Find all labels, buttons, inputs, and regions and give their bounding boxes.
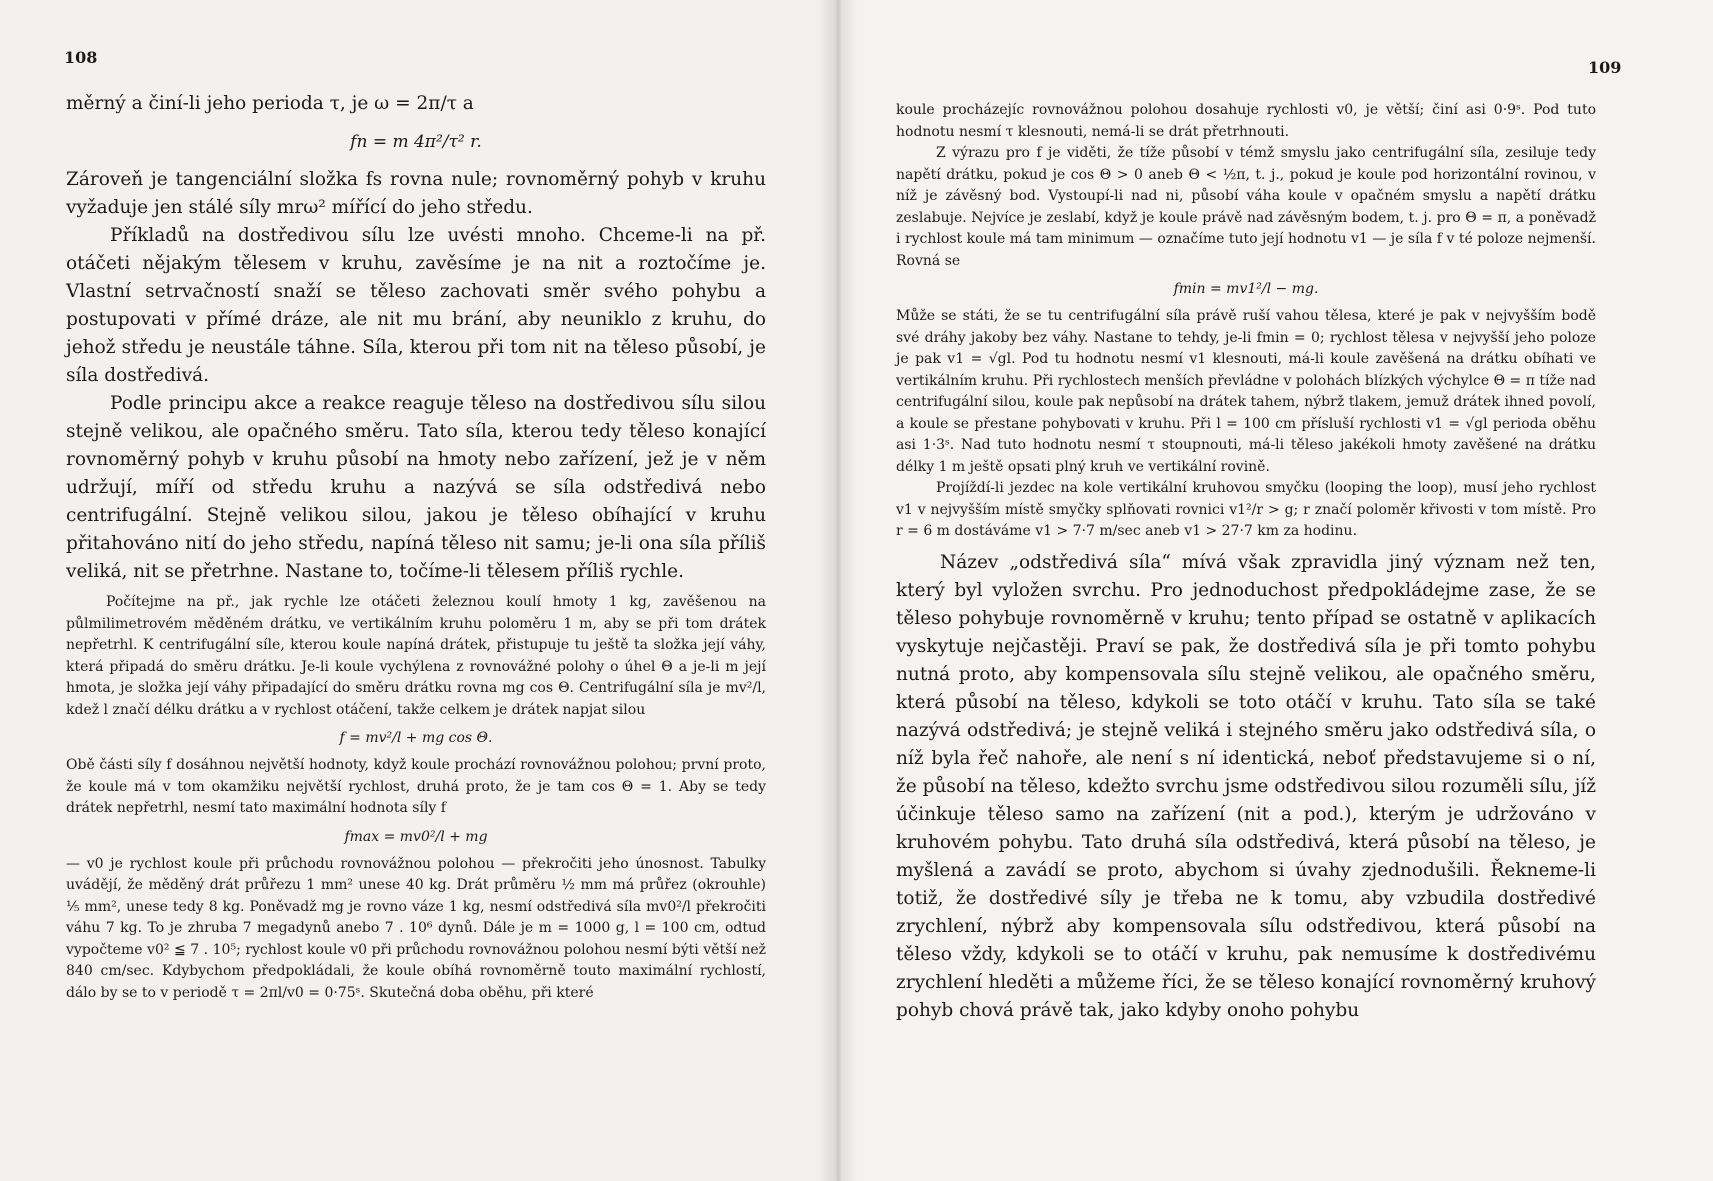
left-page	[0, 0, 838, 1181]
book-gutter	[818, 0, 858, 1181]
page-number-right: 109	[1588, 58, 1622, 77]
paragraph: měrný a činí-li jeho perioda τ, je ω = 2π/τ a	[66, 93, 474, 114]
equation: f = mv²/l + mg cos Θ.	[339, 730, 493, 746]
equation: fmin = mv1²/l − mg.	[1173, 281, 1319, 297]
equation: fmax = mv0²/l + mg	[344, 828, 488, 845]
small-paragraph: Počítejme na př., jak rychle lze otáčeti železnou koulí hmoty 1 kg, zavěšenou na půlmilimetrovém měděném drátku, ve vertikálním kruhu poloměru 1 m, aby se při tom drátek nepřetrhl. K centrifugální síle, kterou koule napíná drátek, přistupuje tu ještě ta složka její váhy, která připadá do směru drátku. Je-li koule vychýlena z rovnovážné polohy o úhel Θ a je-li m její hmota, je složka její váhy připadající do směru drátku rovna mg cos Θ. Centrifugální síla je mv²/l, kdež l značí délku drátku a v rychlost otáčení, takže celkem je drátek napjat silou	[66, 594, 766, 718]
page-number-left: 108	[64, 48, 98, 67]
paragraph: Podle principu akce a reakce reaguje těleso na dostředivou sílu silou stejně velikou, ale opačného směru. Tato síla, kterou tedy těleso konající rovnoměrný pohyb v kruhu působí na hmoty nebo zařízení, jež je v něm udržují, míří od středu kruhu a nazývá se síla odstředivá nebo centrifugální. Stejně velikou silou, jakou je těleso obíhající v kruhu přitahováno nití do jeho středu, napíná těleso nit samu; je-li ona síla příliš veliká, nit se přetrhne. Nastane to, točíme-li tělesem příliš rychle.	[66, 393, 766, 582]
small-paragraph: koule procházejíc rovnovážnou polohou dosahuje rychlosti v0, je větší; činí asi 0·9ˢ. Pod tuto hodnotu nesmí τ klesnouti, nemá-li se drát přetrhnouti.	[896, 102, 1596, 140]
small-paragraph: Může se státi, že se tu centrifugální síla právě ruší vahou tělesa, které je pak v nejvyšším bodě své dráhy jakoby bez váhy. Nastane to tehdy, je-li fmin = 0; rychlost tělesa v nejvyšší jeho poloze je pak v1 = √gl. Pod tu hodnotu nesmí v1 klesnouti, má-li koule zavěšená na drátku obíhati ve vertikálním kruhu. Při rychlostech menších převládne v polohách blízkých výchylce Θ = π tíže nad centrifugální silou, koule pak nepůsobí na drátek tahem, nýbrž tlakem, jemuž drátek ihned povolí, a koule se přestane pohybovati v kruhu. Při l = 100 cm přísluší rychlosti v1 = √gl perioda oběhu asi 1·3ˢ. Nad tuto hodnotu nesmí τ stoupnouti, má-li těleso jakékoli hmoty zavěšené na drátku délky 1 m ještě opsati plný kruh ve vertikální rovině.	[896, 308, 1596, 475]
paragraph: Příkladů na dostředivou sílu lze uvésti mnoho. Chceme-li na př. otáčeti nějakým tělesem v kruhu, zavěsíme je na nit a roztočíme je. Vlastní setrvačností snaží se těleso zachovati směr svého pohybu a postupovati v přímé dráze, ale nit mu brání, aby neuniklo z kruhu, do jehož středu je neustále táhne. Síla, kterou při tom nit na těleso působí, je síla dostředivá.	[66, 225, 766, 386]
right-page-text	[896, 100, 1596, 1025]
small-paragraph: Z výrazu pro f je viděti, že tíže působí v témž smyslu jako centrifugální síla, zesiluje tedy napětí drátku, pokud je cos Θ > 0 aneb Θ < ½π, t. j., pokud je koule pod horizontální rovinou, v níž je závěsný bod. Vystoupí-li nad ni, působí váha koule v opačném smyslu a napětí drátku zeslabuje. Nejvíce je zeslabí, když je koule právě nad závěsným bodem, t. j. pro Θ = π, a poněvadž i rychlost koule má tam minimum — označíme tuto její hodnotu v1 — je síla f v té poloze nejmenší. Rovná se	[896, 145, 1596, 269]
left-page-text	[66, 90, 766, 1004]
paragraph: Název „odstředivá síla“ mívá však zpravidla jiný význam než ten, který byl vyložen svrchu. Pro jednoduchost předpokládejme zase, že se těleso pohybuje rovnoměrně v kruhu; tento případ se ostatně v aplikacích vyskytuje nejčastěji. Praví se pak, že dostředivá síla je při tomto pohybu nutná proto, aby kompensovala sílu stejně velikou, ale opačného směru, která působí na těleso, kdykoli se toto otáčí v kruhu. Tato síla se také nazývá odstředivá; je stejně veliká i stejného směru jako odstředivá síla, o níž byla řeč nahoře, ale není s ní identická, neboť představujeme si o ní, že působí na těleso, kdežto svrchu jsme odstředivou silou rozuměli sílu, jíž účinkuje těleso samo na zařízení (nit a pod.), kterým je udržováno v kruhovém pohybu. Tato druhá síla odstředivá, která působí na těleso, je myšlená a zavádí se proto, abychom si úvahy zjednodušili. Řekneme-li totiž, že dostředivé síly je třeba ne k tomu, aby vzbudila dostředivé zrychlení, nýbrž aby kompensovala sílu odstředivou, která působí na těleso vždy, kdykoli se to otáčí v kruhu, pak nemusíme k dostředivému zrychlení hleděti a můžeme říci, že se těleso konající rovnoměrný kruhový pohyb chová právě tak, jako kdyby onoho pohybu	[896, 551, 1596, 1021]
small-paragraph: Projíždí-li jezdec na kole vertikální kruhovou smyčku (looping the loop), musí jeho rychlost v1 v nejvyšším místě smyčky splňovati rovnici v1²/r > g; r značí poloměr křivosti v tom místě. Pro r = 6 m dostáváme v1 > 7·7 m/sec aneb v1 > 27·7 km za hodinu.	[896, 480, 1596, 539]
small-paragraph: — v0 je rychlost koule při průchodu rovnovážnou polohou — překročiti jeho únosnost. Tabulky uvádějí, že měděný drát průřezu 1 mm² unese 40 kg. Drát průměru ½ mm má průřez (okrouhle) ⅕ mm², unese tedy 8 kg. Poněvadž mg je rovno váze 1 kg, nesmí odstředivá síla mv0²/l překročiti váhu 7 kg. To je zhruba 7 megadynů anebo 7 . 10⁶ dynů. Dále je m = 1000 g, l = 100 cm, odtud vypočteme v0² ≦ 7 . 10⁵; rychlost koule v0 při průchodu rovnovážnou polohou nesmí býti větší než 840 cm/sec. Kdybychom předpokládali, že koule obíhá rovnoměrně touto maximální rychlostí, dálo by se to v periodě τ = 2πl/v0 = 0·75ˢ. Skutečná doba oběhu, při které	[66, 855, 766, 1001]
equation: fn = m 4π²/τ² r.	[350, 132, 482, 152]
small-paragraph: Obě části síly f dosáhnou největší hodnoty, když koule prochází rovnovážnou polohou; první proto, že koule má v tom okamžiku největší rychlost, druhá proto, že je tam cos Θ = 1. Aby se tedy drátek nepřetrhl, nesmí tato maximální hodnota síly f	[66, 757, 766, 816]
right-page	[838, 0, 1713, 1181]
paragraph: Zároveň je tangenciální složka fs rovna nule; rovnoměrný pohyb v kruhu vyžaduje jen stálé síly mrω² mířící do jeho středu.	[66, 169, 766, 218]
